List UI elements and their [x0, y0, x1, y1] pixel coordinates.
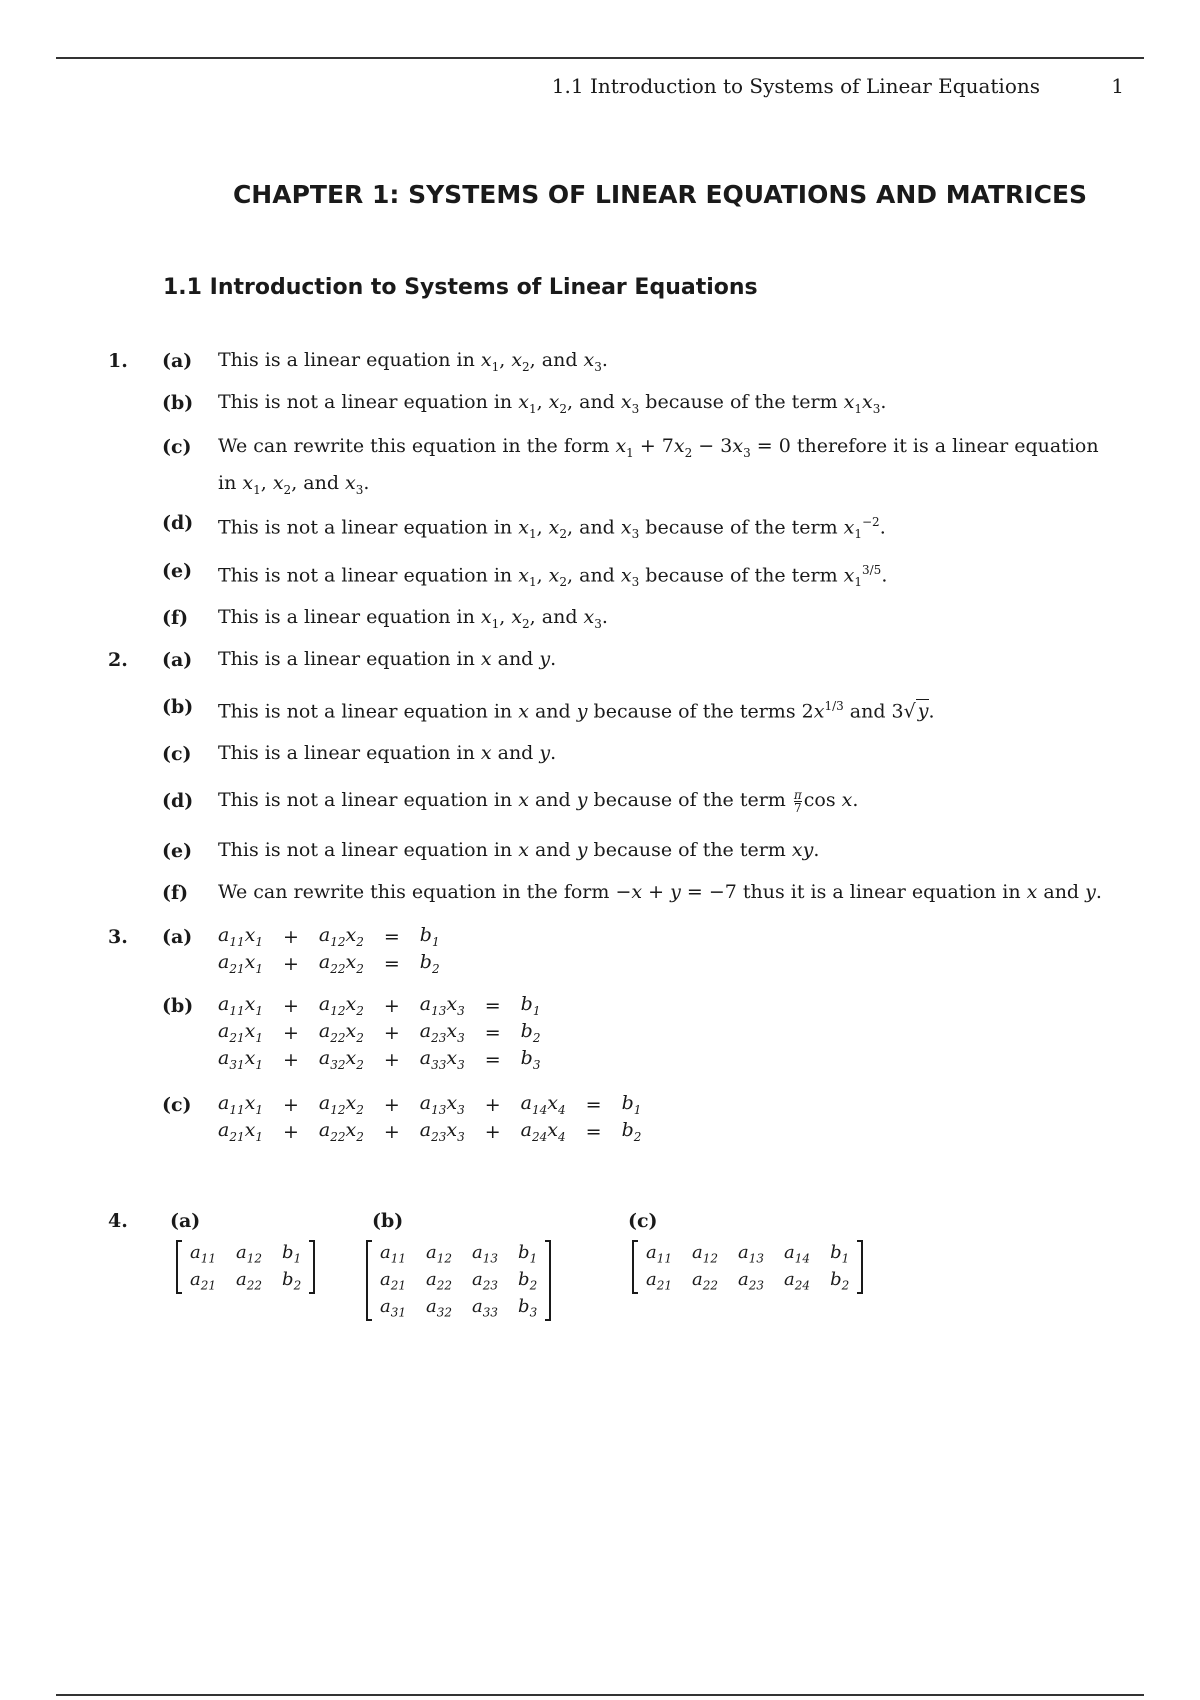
- part-label: (a): [170, 1210, 201, 1232]
- part-label: (a): [162, 350, 193, 372]
- answer-text: This is not a linear equation in x and y because of the terms $2x^{1/3}$ and 3√ y.: [218, 699, 935, 723]
- part-label: (c): [162, 436, 192, 458]
- answer-text: This is a linear equation in x and y.: [218, 742, 557, 764]
- header-rule: [56, 57, 1144, 59]
- chapter-title: CHAPTER 1: SYSTEMS OF LINEAR EQUATIONS AND MATRICES: [232, 180, 1088, 209]
- part-label: (d): [162, 790, 194, 812]
- answer-text: We can rewrite this equation in the form $x_1 + 7x_2 - 3x_3 = 0$ therefore it is a linear equation in $x_1$, $x_2$, and $x_3$.: [218, 435, 1099, 497]
- exercise-number: 3.: [108, 926, 128, 948]
- footer-rule: [56, 1694, 1144, 1696]
- page-number: 1: [1111, 74, 1124, 98]
- part-label: (a): [162, 926, 193, 948]
- part-label: (b): [162, 995, 194, 1017]
- equation-system: $a_{11}x_1$ + $a_{12}x_2$ + $a_{13}x_3$ + $a_{14}x_4$ = $b_1$ $a_{21}x_1$ + $a_{22}x_2$ + $a_{23}x_3$ + $a_{24}x_4$ = $b_2$: [218, 1092, 642, 1144]
- answer-text: This is a linear equation in $x_1$, $x_2$, and $x_3$.: [218, 349, 608, 374]
- part-label: (b): [162, 696, 194, 718]
- answer-text: This is not a linear equation in $x_1$, $x_2$, and $x_3$ because of the term $x_1^{-2}$.: [218, 515, 886, 542]
- answer-text: This is not a linear equation in $x_1$, $x_2$, and $x_3$ because of the term $x_1^{3/5}$.: [218, 563, 888, 590]
- part-label: (e): [162, 840, 193, 862]
- part-label: (c): [628, 1210, 658, 1232]
- part-label: (c): [162, 743, 192, 765]
- answer-text: This is not a linear equation in x and y because of the term xy.: [218, 839, 820, 861]
- part-label: (d): [162, 512, 194, 534]
- exercise-number: 1.: [108, 350, 128, 372]
- equation-system: $a_{11}x_1$ + $a_{12}x_2$ + $a_{13}x_3$ = $b_1$ $a_{21}x_1$ + $a_{22}x_2$ + $a_{23}x_3$ = $b_2$ $a_{31}x_1$ + $a_{32}x_2$ + $a_{33}x_3$ = $b_3$: [218, 993, 541, 1072]
- answer-text: This is not a linear equation in x and y because of the term $\frac{\pi}{7}$ cos x.: [218, 787, 859, 815]
- part-label: (f): [162, 882, 189, 904]
- exercise-number: 4.: [108, 1210, 128, 1232]
- augmented-matrix: $a_{11}$ $a_{12}$ $a_{13}$ $a_{14}$ $b_1$ $a_{21}$ $a_{22}$ $a_{23}$ $a_{24}$ $b_2$: [632, 1240, 863, 1294]
- answer-text: We can rewrite this equation in the form −x + y = −7 thus it is a linear equation in x and y.: [218, 881, 1102, 903]
- augmented-matrix: $a_{11}$ $a_{12}$ $a_{13}$ $b_1$ $a_{21}$ $a_{22}$ $a_{23}$ $b_2$ $a_{31}$ $a_{32}$ $a_{33}$ $b_3$: [366, 1240, 551, 1321]
- augmented-matrix: $a_{11}$ $a_{12}$ $b_1$ $a_{21}$ $a_{22}$ $b_2$: [176, 1240, 315, 1294]
- part-label: (b): [372, 1210, 404, 1232]
- running-title: 1.1 Introduction to Systems of Linear Equations: [551, 74, 1040, 98]
- answer-text: This is a linear equation in $x_1$, $x_2$, and $x_3$.: [218, 606, 608, 631]
- part-label: (b): [162, 392, 194, 414]
- exercise-number: 2.: [108, 649, 128, 671]
- section-title: 1.1 Introduction to Systems of Linear Equations: [163, 275, 758, 300]
- equation-system: $a_{11}x_1$ + $a_{12}x_2$ = $b_1$ $a_{21}x_1$ + $a_{22}x_2$ = $b_2$: [218, 924, 440, 976]
- answer-text: This is a linear equation in x and y.: [218, 648, 557, 670]
- part-label: (c): [162, 1094, 192, 1116]
- part-label: (a): [162, 649, 193, 671]
- answer-text: This is not a linear equation in $x_1$, $x_2$, and $x_3$ because of the term $x_1x_3$.: [218, 391, 887, 416]
- part-label: (f): [162, 607, 189, 629]
- part-label: (e): [162, 560, 193, 582]
